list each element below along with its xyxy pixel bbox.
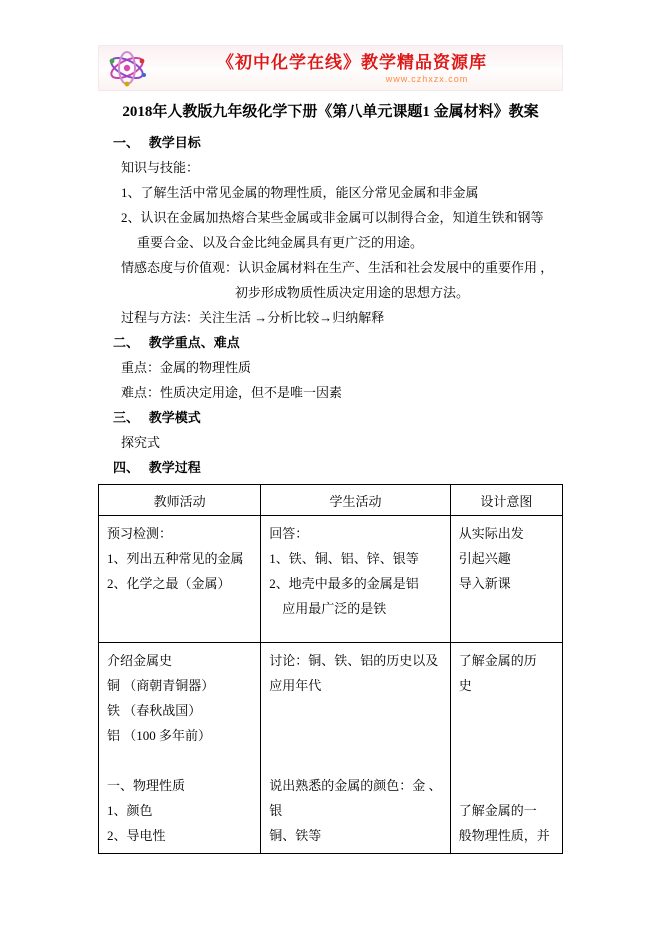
cell-line — [107, 748, 258, 773]
cell-line — [269, 748, 448, 773]
cell-line: 应用年代 — [269, 678, 322, 693]
body-line: 过程与方法：关注生活 →分析比较→归纳解释 — [121, 310, 385, 325]
banner-title: 《初中化学在线》教学精品资源库 — [217, 52, 487, 72]
cell-line: 铝 （100 多年前） — [107, 728, 212, 743]
cell-line: 2、导电性 — [107, 828, 166, 843]
site-banner — [98, 45, 563, 91]
body-line: 重要合金、以及合金比纯金属具有更广泛的用途。 — [137, 235, 424, 250]
cell-line: 1、颜色 — [107, 803, 153, 818]
banner-text-block — [152, 53, 562, 84]
table-cell — [261, 516, 451, 643]
table-cell — [99, 643, 261, 854]
table-header-row — [99, 485, 563, 516]
table-header-cell: 教师活动 — [99, 485, 261, 516]
table-header-cell: 设计意图 — [450, 485, 562, 516]
section-heading: 四、 教学过程 — [113, 460, 201, 475]
cell-line — [459, 748, 560, 773]
table-row — [99, 643, 563, 854]
cell-line: 铜 （商朝青铜器） — [107, 678, 215, 693]
banner-url: www.czhxzx.com — [385, 73, 469, 84]
document-body — [98, 130, 563, 480]
document-title: 2018年人教版九年级化学下册《第八单元课题1 金属材料》教案 — [122, 104, 539, 120]
cell-line: 1、列出五种常见的金属 — [107, 551, 244, 566]
cell-line: 导入新课 — [458, 576, 511, 591]
table-header-cell: 学生活动 — [261, 485, 451, 516]
cell-line: 史 — [458, 678, 472, 693]
section-heading: 一、 教学目标 — [113, 135, 201, 150]
cell-line: 2、地壳中最多的金属是铝 — [269, 576, 419, 591]
cell-line: 了解金属的历 — [458, 653, 537, 668]
cell-line: 讨论：铜、铁、铝的历史以及 — [269, 653, 439, 668]
cell-line: 应用最广泛的是铁 — [269, 601, 387, 616]
teaching-process-table — [98, 484, 563, 854]
cell-line — [459, 773, 560, 798]
body-line: 难点：性质决定用途，但不是唯一因素 — [121, 385, 343, 400]
cell-line: 2、化学之最（金属） — [107, 576, 231, 591]
cell-line: 介绍金属史 — [107, 653, 173, 668]
cell-line: 铁 （春秋战国） — [107, 703, 202, 718]
body-line: 探究式 — [121, 435, 161, 450]
body-line: 1、了解生活中常见金属的物理性质，能区分常见金属和非金属 — [121, 185, 479, 200]
cell-line: 了解金属的一 — [458, 803, 537, 818]
cell-line — [459, 723, 560, 748]
body-line: 情感态度与价值观：认识金属材料在生产、生活和社会发展中的重要作用 ， — [121, 260, 554, 275]
body-line: 2、认识在金属加热熔合某些金属或非金属可以制得合金，知道生铁和钢等 — [121, 210, 544, 225]
cell-line: 1、铁、铜、铝、锌、银等 — [269, 551, 419, 566]
cell-line: 铜、铁等 — [269, 828, 322, 843]
cell-line — [459, 698, 560, 723]
cell-line: 银 — [269, 803, 283, 818]
cell-line: 回答： — [269, 526, 309, 541]
atom-logo-icon — [102, 47, 152, 89]
cell-line: 预习检测： — [107, 526, 173, 541]
section-heading: 二、 教学重点、难点 — [113, 335, 240, 350]
table-body — [99, 516, 563, 854]
section-heading: 三、 教学模式 — [113, 410, 201, 425]
cell-line: 引起兴趣 — [458, 551, 511, 566]
table-cell — [261, 643, 451, 854]
cell-line: 从实际出发 — [458, 526, 524, 541]
cell-line: 般物理性质，并 — [458, 828, 550, 843]
cell-line: 说出熟悉的金属的颜色：金 、 — [269, 778, 442, 793]
table-row — [99, 516, 563, 643]
table-cell — [450, 643, 562, 854]
body-line: 重点：金属的物理性质 — [121, 360, 252, 375]
table-cell — [99, 516, 261, 643]
body-line: 初步形成物质性质决定用途的思想方法。 — [235, 285, 470, 300]
body-line: 知识与技能： — [121, 160, 200, 175]
table-cell — [450, 516, 562, 643]
cell-line — [269, 698, 448, 723]
cell-line: 一、物理性质 — [107, 778, 186, 793]
cell-line — [269, 723, 448, 748]
